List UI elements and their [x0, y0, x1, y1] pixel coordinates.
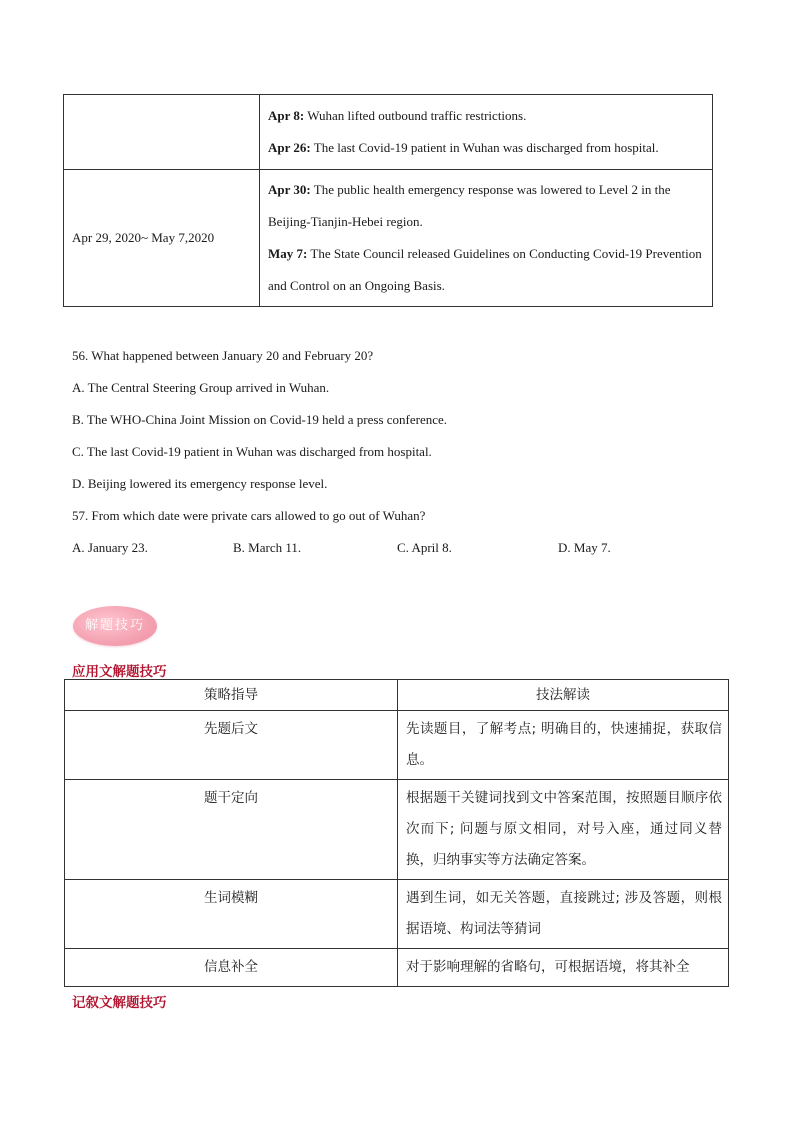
- timeline-events-cell: [260, 170, 713, 307]
- method-cell: 对于影响理解的省略句，可根据语境，将其补全: [398, 949, 729, 987]
- strategy-row: [65, 880, 729, 949]
- timeline-events-cell: [260, 95, 713, 170]
- timeline-table: [63, 94, 713, 307]
- column-header: 策略指导: [65, 680, 398, 711]
- event-date: Apr 26:: [268, 140, 311, 155]
- strategy-row: [65, 711, 729, 780]
- strategy-cell: 生词模糊: [65, 880, 398, 949]
- answer-options-row: [72, 532, 732, 564]
- strategy-header-row: [65, 680, 729, 711]
- event-date: Apr 8:: [268, 108, 305, 123]
- timeline-event: [268, 132, 704, 164]
- answer-option: D. Beijing lowered its emergency response level.: [72, 476, 328, 491]
- event-text: The public health emergency response was lowered to Level 2 in the Beijing-Tianjin-Hebei region.: [268, 182, 671, 229]
- timeline-date-cell: Apr 29, 2020~ May 7,2020: [64, 170, 260, 307]
- event-text: Wuhan lifted outbound traffic restrictions.: [307, 108, 527, 123]
- method-cell: 根据题干关键词找到文中答案范围，按照题目顺序依次而下; 问题与原文相同，对号入座，通过同义替换，归纳事实等方法确定答案。: [398, 780, 729, 880]
- section-title-applied: 应用文解题技巧: [72, 664, 167, 680]
- method-cell: 遇到生词，如无关答题，直接跳过; 涉及答题，则根据语境、构词法等猜词: [398, 880, 729, 949]
- strategy-row: [65, 949, 729, 987]
- questions-block: [72, 340, 732, 564]
- column-header: 技法解读: [398, 680, 729, 711]
- event-text: The State Council released Guidelines on Conducting Covid-19 Prevention and Control on an Ongoing Basis.: [268, 246, 702, 293]
- answer-option: D. May 7.: [558, 540, 611, 555]
- answer-option: B. The WHO-China Joint Mission on Covid-19 held a press conference.: [72, 412, 448, 427]
- answer-option: C. April 8.: [397, 540, 452, 555]
- method-cell: 先读题目，了解考点; 明确目的，快速捕捉，获取信息。: [398, 711, 729, 780]
- strategy-table: [64, 679, 729, 987]
- strategy-cell: 先题后文: [65, 711, 398, 780]
- answer-option: A. The Central Steering Group arrived in Wuhan.: [72, 380, 330, 395]
- timeline-row: [64, 170, 713, 307]
- strategy-row: [65, 780, 729, 880]
- strategy-cell: 题干定向: [65, 780, 398, 880]
- timeline-event: [268, 238, 704, 302]
- timeline-event: [268, 100, 704, 132]
- event-text: The last Covid-19 patient in Wuhan was discharged from hospital.: [313, 140, 659, 155]
- question-stem: 56. What happened between January 20 and February 20?: [72, 348, 374, 363]
- answer-option: B. March 11.: [233, 540, 302, 555]
- timeline-row: [64, 95, 713, 170]
- event-date: May 7:: [268, 246, 308, 261]
- timeline-date-cell: [64, 95, 260, 170]
- question-stem: 57. From which date were private cars allowed to go out of Wuhan?: [72, 508, 426, 523]
- event-date: Apr 30:: [268, 182, 311, 197]
- timeline-event: [268, 174, 704, 238]
- answer-option: A. January 23.: [72, 540, 148, 555]
- strategy-cell: 信息补全: [65, 949, 398, 987]
- section-title-narrative: 记叙文解题技巧: [72, 995, 167, 1011]
- tips-badge: 解题技巧: [73, 606, 157, 646]
- answer-option: C. The last Covid-19 patient in Wuhan was discharged from hospital.: [72, 444, 432, 459]
